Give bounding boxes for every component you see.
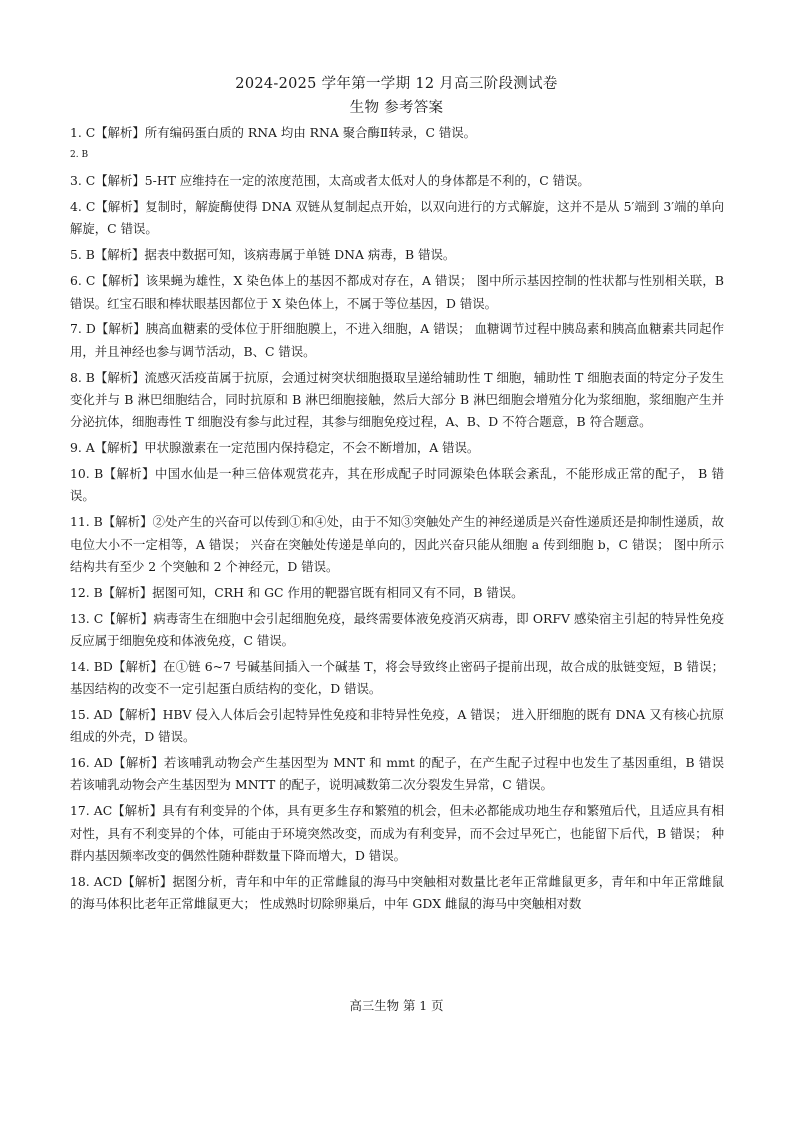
answer-item: 18. ACD【解析】据图分析，青年和中年的正常雌鼠的海马中突触相对数量比老年正常雌鼠更多，青年和中年正常雌鼠的海马体积比老年正常雌鼠更大； 性成熟时切除卵巢后，中年 GDX 雌鼠的海马中突触相对数 — [70, 873, 724, 912]
page-subtitle: 生物 参考答案 — [349, 100, 444, 116]
answer-item: 2. B — [70, 150, 89, 161]
page-title: 2024-2025 学年第一学期 12 月高三阶段测试卷 — [235, 76, 558, 92]
answer-item: 3. C【解析】5-HT 应维持在一定的浓度范围，太高或者太低对人的身体都是不利的，C 错误。 — [70, 173, 590, 189]
answer-item: 6. C【解析】该果蝇为雄性，X 染色体上的基因不都成对存在，A 错误； 图中所示基因控制的性状都与性别相关联，B 错误。红宝石眼和棒状眼基因都位于 X 染色体上，不属于等位基因，D 错误。 — [70, 273, 724, 311]
answer-item: 5. B【解析】据表中数据可知，该病毒属于单链 DNA 病毒，B 错误。 — [70, 247, 456, 263]
answer-item: 14. BD【解析】在①链 6~7 号碱基间插入一个碱基 T，将会导致终止密码子提前出现，故合成的肽链变短，B 错误； 基因结构的改变不一定引起蛋白质结构的变化，D 错误。 — [70, 658, 724, 697]
answer-item: 10. B【解析】中国水仙是一种三倍体观赏花卉，其在形成配子时同源染色体联会紊乱，不能形成正常的配子， B 错误。 — [70, 466, 724, 504]
answer-item: 4. C【解析】复制时，解旋酶使得 DNA 双链从复制起点开始，以双向进行的方式解旋，这并不是从 5′端到 3′端的单向解旋，C 错误。 — [70, 199, 724, 237]
answer-item: 9. A【解析】甲状腺激素在一定范围内保持稳定，不会不断增加，A 错误。 — [70, 440, 480, 456]
answer-item: 7. D【解析】胰高血糖素的受体位于肝细胞膜上，不进入细胞，A 错误； 血糖调节过程中胰岛素和胰高血糖素共同起作用，并且神经也参与调节活动，B、C 错误。 — [70, 321, 724, 359]
answer-item: 11. B【解析】②处产生的兴奋可以传到①和④处，由于不知③突触处产生的神经递质是兴奋性递质还是抑制性递质，故电位大小不一定相等，A 错误； 兴奋在突触处传递是单向的，因此兴奋只能从细胞 a 传到细胞 b，C 错误； 图中所示结构共有至少 2 个突触和 2 个神经元，D 错误。 — [70, 514, 724, 574]
answer-item: 13. C【解析】病毒寄生在细胞中会引起细胞免疫，最终需要体液免疫消灭病毒，即 ORFV 感染宿主引起的特异性免疫反应属于细胞免疫和体液免疫，C 错误。 — [70, 610, 724, 648]
answer-item: 12. B【解析】据图可知，CRH 和 GC 作用的靶器官既有相同又有不同，B 错误。 — [70, 584, 524, 600]
answer-item: 16. AD【解析】若该哺乳动物会产生基因型为 MNT 和 mmt 的配子，在产生配子过程中也发生了基因重组，B 错误 若该哺乳动物会产生基因型为 MNTT 的配子，说明减数第二次分裂发生异常，C 错误。 — [70, 755, 724, 793]
answer-item: 15. AD【解析】HBV 侵入人体后会引起特异性免疫和非特异性免疫，A 错误； 进入肝细胞的既有 DNA 又有核心抗原组成的外壳，D 错误。 — [70, 706, 724, 745]
answer-item: 8. B【解析】流感灭活疫苗属于抗原，会通过树突状细胞摄取呈递给辅助性 T 细胞，辅助性 T 细胞表面的特定分子发生变化并与 B 淋巴细胞结合，同时抗原和 B 淋巴细胞接触，然后大部分 B 淋巴细胞会增殖分化为浆细胞，浆细胞产生并分泌抗体，细胞毒性 T 细胞没有参与此过程，其参与细胞免疫过程，A、B、D 不符合题意，B 符合题意。 — [70, 369, 724, 430]
answer-list — [70, 122, 724, 919]
page-footer: 高三生物 第 1 页 — [349, 998, 444, 1013]
answer-item: 17. AC【解析】具有有利变异的个体，具有更多生存和繁殖的机会，但未必都能成功地生存和繁殖后代，且适应具有相对性，具有不利变异的个体，可能由于环境突然改变，而成为有利变异，而不会过早死亡，也能留下后代，B 错误； 种群内基因频率改变的偶然性随种群数量下降而增大，D 错误。 — [70, 803, 724, 863]
answer-item: 1. C【解析】所有编码蛋白质的 RNA 均由 RNA 聚合酶Ⅱ转录，C 错误。 — [70, 125, 477, 140]
